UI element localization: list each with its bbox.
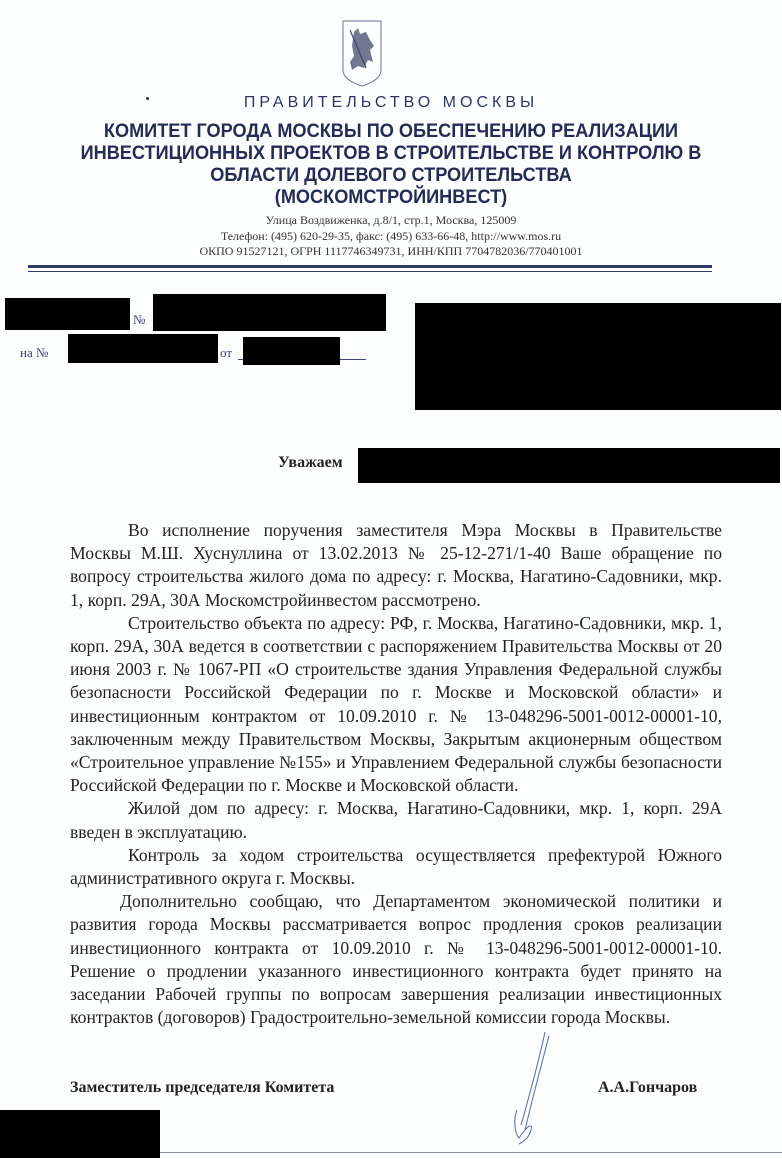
header-divider-thin — [28, 271, 712, 272]
salutation: Уважаем — [278, 454, 343, 471]
letter-body — [70, 519, 722, 1029]
registry-line: ОКПО 91527121, ОГРН 1117746349731, ИНН/КПП 7704782036/770401001 — [199, 244, 583, 258]
footer-line — [160, 1152, 782, 1153]
redacted-date — [5, 298, 130, 330]
moscow-coat-of-arms-icon — [340, 18, 384, 88]
phone-line: Телефон: (495) 620-29-35, факс: (495) 633-66-48, http://www.mos.ru — [220, 228, 562, 243]
body-paragraph: Дополнительно сообщаю, что Департаментом экономической политики и развития города Москвы рассматривается вопрос продления сроков реализации инвестиционного контракта от 10.09.2010 г. № 13-048296-5001-0012-00001-10. Решение о продлении указанного инвестиционного контракта будет принято на заседании Рабочей группы по вопросам завершения реализации инвестиционных контрактов (договоров) Градостроительно-земельной комиссии города Москвы. — [70, 891, 722, 1028]
redacted-outgoing-number — [153, 294, 386, 331]
redacted-addressee-name — [358, 448, 780, 483]
body-paragraph: Жилой дом по адресу: г. Москва, Нагатино-Садовники, мкр. 1, корп. 29А введен в эксплуатацию. — [70, 798, 722, 842]
body-paragraph: Во исполнение поручения заместителя Мэра Москвы в Правительстве Москвы М.Ш. Хуснуллина от 13.02.2013 № 25-12-271/1-40 Ваше обращение по вопросу строительства жилого дома по адресу: г. Москва, Нагатино-Садовники, мкр. 1, корп. 29А, 30А Москомстройинвестом рассмотрено. — [70, 520, 722, 610]
committee-address — [0, 213, 782, 260]
from-label: от — [220, 345, 233, 360]
handwritten-signature-icon — [505, 1030, 555, 1145]
committee-line: (МОСКОМСТРОЙИНВЕСТ) — [274, 186, 508, 208]
signatory-position: Заместитель председателя Комитета — [70, 1079, 335, 1096]
redacted-incoming-date — [243, 337, 340, 365]
redacted-executor — [0, 1110, 160, 1158]
redacted-incoming-number — [68, 334, 218, 363]
header-divider — [28, 265, 712, 268]
committee-line: КОМИТЕТ ГОРОДА МОСКВЫ ПО ОБЕСПЕЧЕНИЮ РЕАЛИЗАЦИИ — [103, 120, 679, 142]
government-title: ПРАВИТЕЛЬСТВО МОСКВЫ — [243, 94, 539, 111]
reply-to-label: на № — [20, 345, 49, 360]
committee-line: ОБЛАСТИ ДОЛЕВОГО СТРОИТЕЛЬСТВА — [210, 164, 572, 186]
committee-line: ИНВЕСТИЦИОННЫХ ПРОЕКТОВ В СТРОИТЕЛЬСТВЕ И КОНТРОЛЮ В — [80, 142, 702, 164]
body-paragraph: Строительство объекта по адресу: РФ, г. Москва, Нагатино-Садовники, мкр. 1, корп. 29А, 30А ведется в соответствии с распоряжением Правительства Москвы от 20 июня 2003 г. № 1067-РП «О строительстве здания Управления Федеральной службы безопасности Российской Федерации по г. Москве и Московской области» и инвестиционным контрактом от 10.09.2010 г. № 13-048296-5001-0012-00001-10, заключенным между Правительством Москвы, Закрытым акционерным обществом «Строительное управление №155» и Управлением Федеральной службы безопасности Российской Федерации по г. Москве и Московской области. — [70, 612, 722, 796]
signatory-name: А.А.Гончаров — [598, 1079, 698, 1096]
redacted-addressee — [415, 303, 781, 410]
committee-title — [27, 120, 754, 208]
number-label: № — [133, 312, 146, 327]
body-paragraph: Контроль за ходом строительства осуществляется префектурой Южного административного округа г. Москвы. — [70, 844, 722, 889]
address-line: Улица Воздвиженка, д.8/1, стр.1, Москва, 125009 — [265, 213, 517, 227]
